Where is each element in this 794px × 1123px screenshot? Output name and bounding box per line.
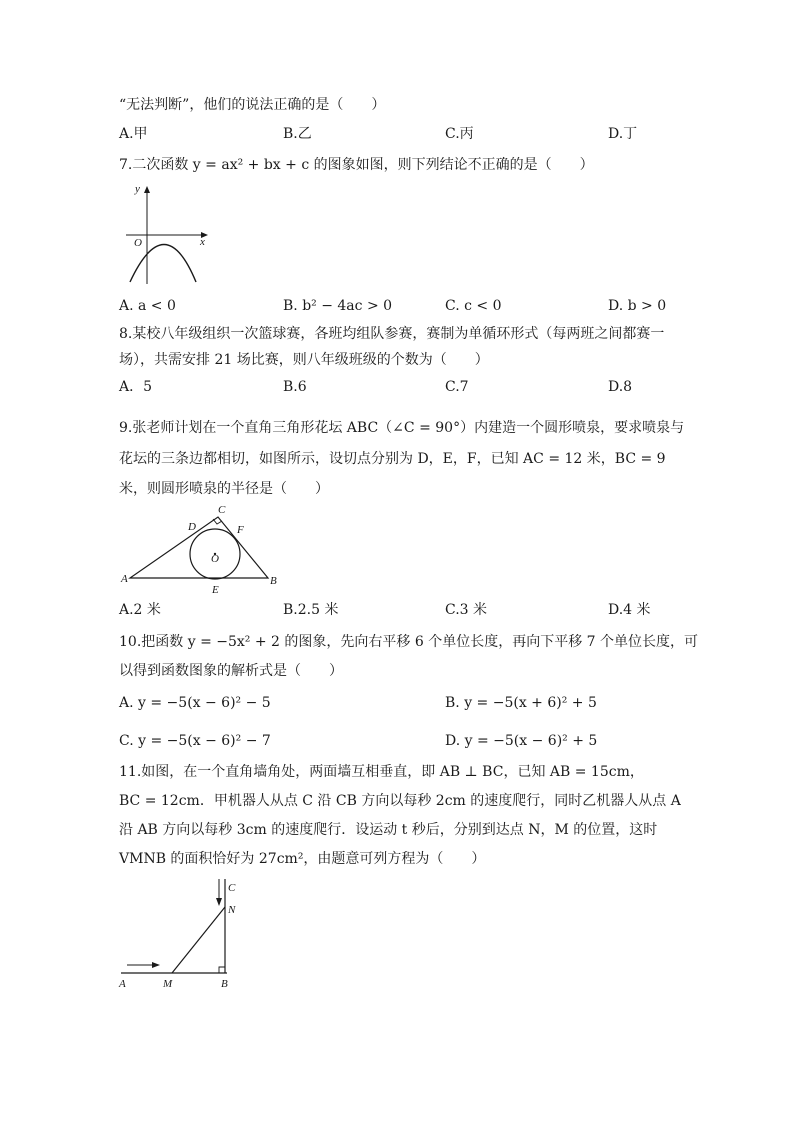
point-b-label: B — [221, 978, 228, 990]
q9-stem-line2: 花坛的三条边都相切，如图所示，设切点分别为 D，E，F，已知 AC = 12 米，BC = 9 — [119, 451, 666, 467]
point-o-label: O — [211, 553, 219, 565]
q8-stem-line2: 场），共需安排 21 场比赛，则八年级班级的个数为（ ） — [119, 352, 489, 368]
parabola-curve — [130, 245, 196, 283]
q6-option-c: C.丙 — [445, 126, 474, 142]
right-angle-mark — [219, 967, 225, 973]
q7-option-d: D. b > 0 — [608, 298, 667, 314]
point-n-label: N — [228, 904, 236, 916]
point-c-label: C — [218, 504, 226, 516]
q6-option-b: B.乙 — [283, 126, 312, 142]
point-a-label: A — [121, 573, 128, 585]
point-m-label: M — [163, 978, 173, 990]
q10-option-a: A. y = −5(x − 6)² − 5 — [119, 695, 271, 711]
arrow-right-icon — [152, 962, 160, 968]
q9-option-c: C.3 米 — [445, 602, 488, 618]
q10-option-d: D. y = −5(x − 6)² + 5 — [445, 733, 598, 749]
q11-wall-corner-figure — [115, 875, 245, 993]
triangle-abc — [130, 517, 268, 578]
q11-stem-line1: 11.如图，在一个直角墙角处，两面墙互相垂直，即 AB ⊥ BC，已知 AB = 15cm， — [119, 764, 644, 780]
q6-stem-continuation: “无法判断”，他们的说法正确的是（ ） — [119, 97, 386, 113]
q10-option-c: C. y = −5(x − 6)² − 7 — [119, 733, 271, 749]
q10-option-b: B. y = −5(x + 6)² + 5 — [445, 695, 597, 711]
q7-parabola-figure — [118, 180, 213, 288]
q8-option-a: A．5 — [119, 379, 153, 395]
q10-stem-line1: 10.把函数 y = −5x² + 2 的图象，先向右平移 6 个单位长度，再向下平移 7 个单位长度，可 — [119, 634, 699, 650]
q9-option-a: A.2 米 — [119, 602, 161, 618]
q11-stem-line3: 沿 AB 方向以每秒 3cm 的速度爬行．设运动 t 秒后，分别到达点 N，M 的位置，这时 — [119, 822, 658, 838]
q9-option-d: D.4 米 — [608, 602, 651, 618]
q9-option-b: B.2.5 米 — [283, 602, 339, 618]
q10-stem-line2: 以得到函数图象的解析式是（ ） — [119, 663, 343, 679]
q8-option-d: D.8 — [608, 379, 633, 395]
q7-option-b: B. b² − 4ac > 0 — [283, 298, 393, 314]
q7-stem: 7.二次函数 y = ax² + bx + c 的图象如图，则下列结论不正确的是（ ） — [119, 157, 594, 173]
segment-mn — [172, 907, 225, 973]
point-f-label: F — [237, 524, 244, 536]
q6-option-d: D.丁 — [608, 126, 638, 142]
y-axis-arrow-icon — [144, 186, 150, 193]
point-a-label: A — [119, 978, 126, 990]
q9-triangle-figure — [118, 502, 283, 597]
q7-option-a: A. a < 0 — [119, 298, 176, 314]
point-c-label: C — [228, 882, 236, 894]
q6-option-a: A.甲 — [119, 126, 148, 142]
x-axis-label: x — [200, 236, 205, 248]
q7-option-c: C. c < 0 — [445, 298, 502, 314]
q9-stem-line1: 9.张老师计划在一个直角三角形花坛 ABC（∠C = 90°）内建造一个圆形喷泉，要求喷泉与 — [119, 420, 685, 436]
point-d-label: D — [188, 521, 196, 533]
q11-stem-line4: VMNB 的面积恰好为 27cm²，由题意可列方程为（ ） — [119, 851, 486, 867]
arrow-down-icon — [216, 898, 222, 906]
q8-option-c: C.7 — [445, 379, 469, 395]
q11-stem-line2: BC = 12cm．甲机器人从点 C 沿 CB 方向以每秒 2cm 的速度爬行，同时乙机器人从点 A — [119, 793, 681, 809]
origin-label: O — [134, 237, 142, 249]
q8-stem-line1: 8.某校八年级组织一次篮球赛，各班均组队参赛，赛制为单循环形式（每两班之间都赛一 — [119, 326, 665, 342]
point-b-label: B — [270, 575, 277, 587]
q9-stem-line3: 米，则圆形喷泉的半径是（ ） — [119, 481, 329, 497]
y-axis-label: y — [135, 183, 140, 195]
point-e-label: E — [212, 584, 219, 596]
q8-option-b: B.6 — [283, 379, 307, 395]
